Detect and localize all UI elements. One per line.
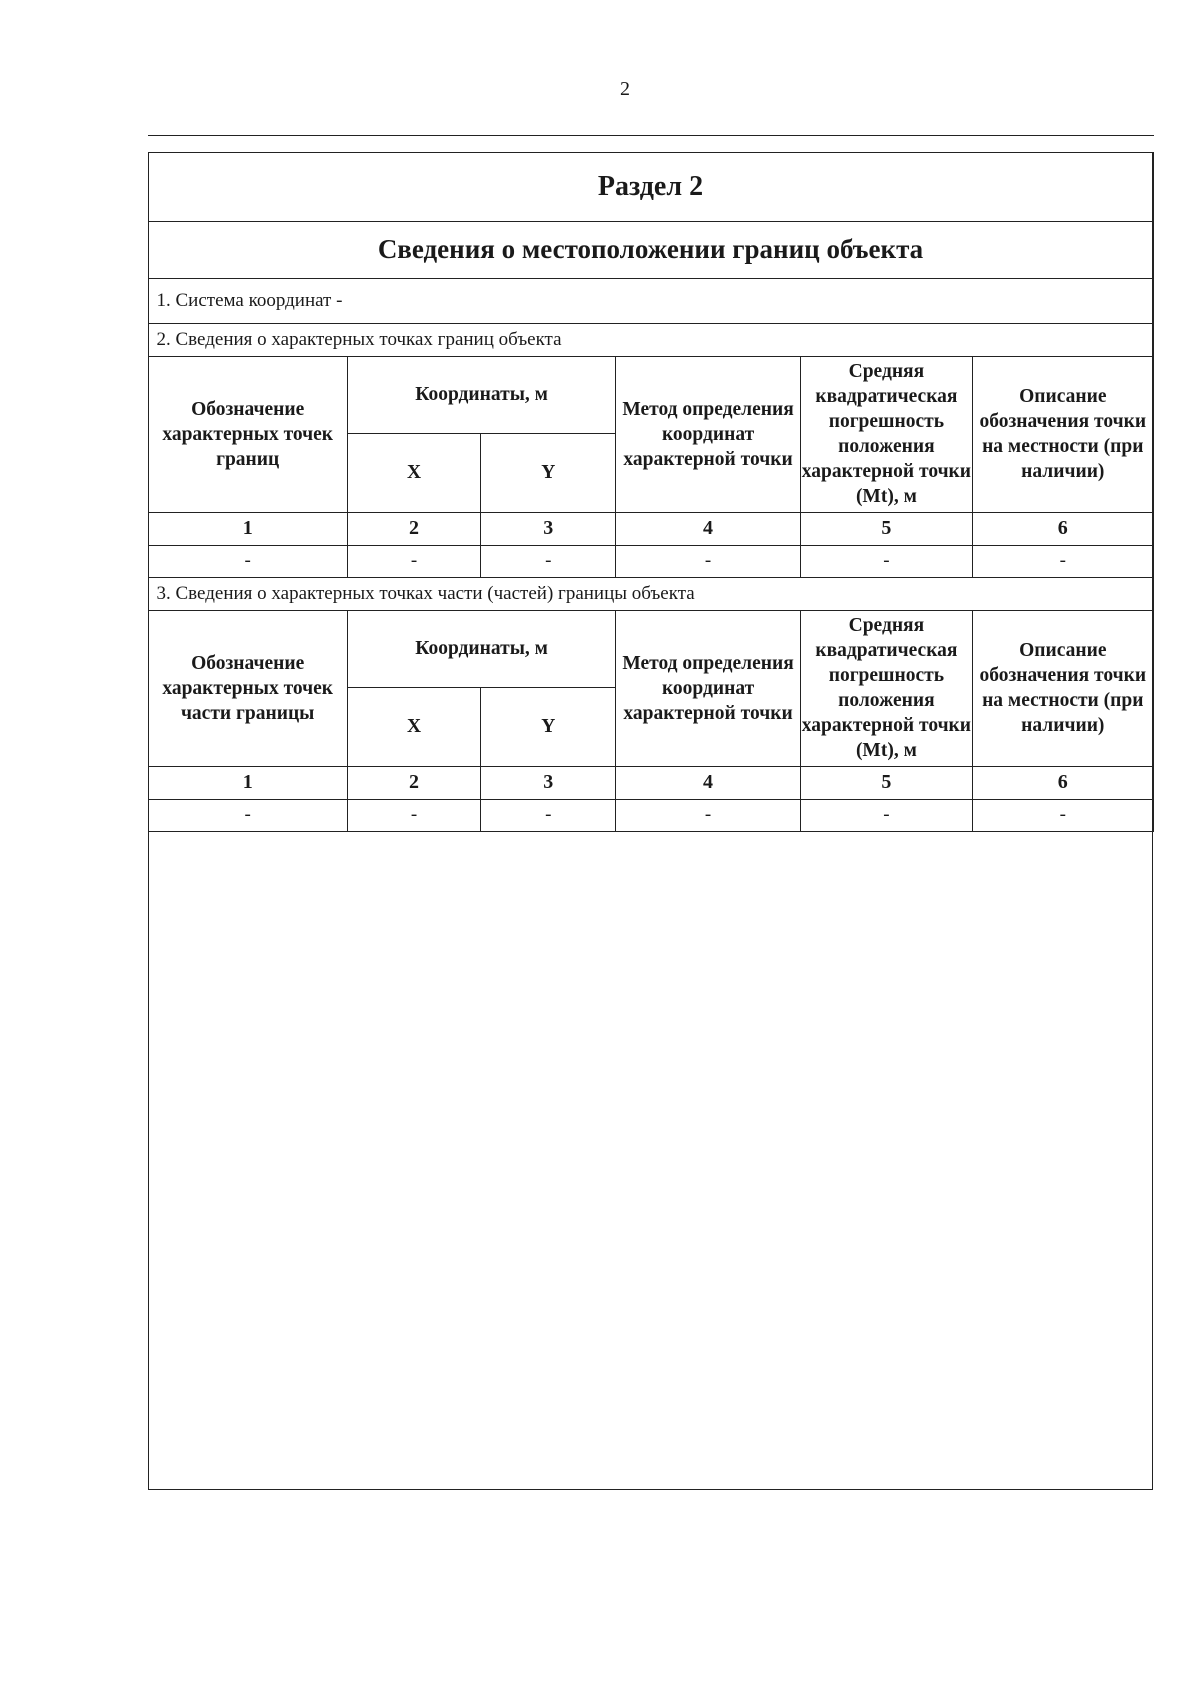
- part3-num: 3: [481, 766, 616, 799]
- part3-number-row: [148, 766, 1153, 799]
- part2-number-row: [148, 512, 1153, 545]
- section-title: Раздел 2: [148, 152, 1153, 221]
- part3-num: 5: [800, 766, 972, 799]
- part3-cell: -: [481, 799, 616, 831]
- section-subtitle: Сведения о местоположении границ объекта: [148, 221, 1153, 278]
- table-row: [148, 545, 1153, 577]
- part2-cell: -: [800, 545, 972, 577]
- table-row: [148, 799, 1153, 831]
- part2-cell: -: [148, 545, 347, 577]
- part3-num: 4: [616, 766, 800, 799]
- part2-cell: -: [616, 545, 800, 577]
- part3-col-coordinates: Координаты, м: [347, 610, 616, 687]
- part2-num: 4: [616, 512, 800, 545]
- part2-num: 5: [800, 512, 972, 545]
- part2-num: 2: [347, 512, 480, 545]
- section-frame: [148, 152, 1153, 1490]
- part3-cell: -: [616, 799, 800, 831]
- coordinate-system: 1. Система координат -: [148, 278, 1153, 323]
- part2-col-designation: Обозначение характерных точек границ: [148, 356, 347, 512]
- part3-cell: -: [973, 799, 1153, 831]
- part2-col-method: Метод определения координат характерной точки: [616, 356, 800, 512]
- section-table: [148, 152, 1154, 832]
- part3-col-x: X: [347, 687, 480, 766]
- part3-num: 1: [148, 766, 347, 799]
- part2-num: 6: [973, 512, 1153, 545]
- part2-col-coordinates: Координаты, м: [347, 356, 616, 433]
- part3-cell: -: [148, 799, 347, 831]
- part2-heading: 2. Сведения о характерных точках границ объекта: [148, 323, 1153, 356]
- page-number: 2: [620, 78, 630, 100]
- part2-col-x: X: [347, 433, 480, 512]
- part2-col-description: Описание обозначения точки на местности (при наличии): [973, 356, 1153, 512]
- part3-num: 6: [973, 766, 1153, 799]
- part2-cell: -: [481, 545, 616, 577]
- header-rule: [148, 135, 1154, 136]
- part3-col-y: Y: [481, 687, 616, 766]
- part3-num: 2: [347, 766, 480, 799]
- part2-col-error: Средняя квадратическая погрешность положения характерной точки (Mt), м: [800, 356, 972, 512]
- part3-col-description: Описание обозначения точки на местности (при наличии): [973, 610, 1153, 766]
- part3-col-designation: Обозначение характерных точек части границы: [148, 610, 347, 766]
- part2-col-y: Y: [481, 433, 616, 512]
- part2-cell: -: [347, 545, 480, 577]
- part2-num: 1: [148, 512, 347, 545]
- part2-num: 3: [481, 512, 616, 545]
- part3-cell: -: [800, 799, 972, 831]
- part3-cell: -: [347, 799, 480, 831]
- part2-cell: -: [973, 545, 1153, 577]
- part3-heading: 3. Сведения о характерных точках части (частей) границы объекта: [148, 577, 1153, 610]
- part3-col-method: Метод определения координат характерной точки: [616, 610, 800, 766]
- part3-col-error: Средняя квадратическая погрешность положения характерной точки (Mt), м: [800, 610, 972, 766]
